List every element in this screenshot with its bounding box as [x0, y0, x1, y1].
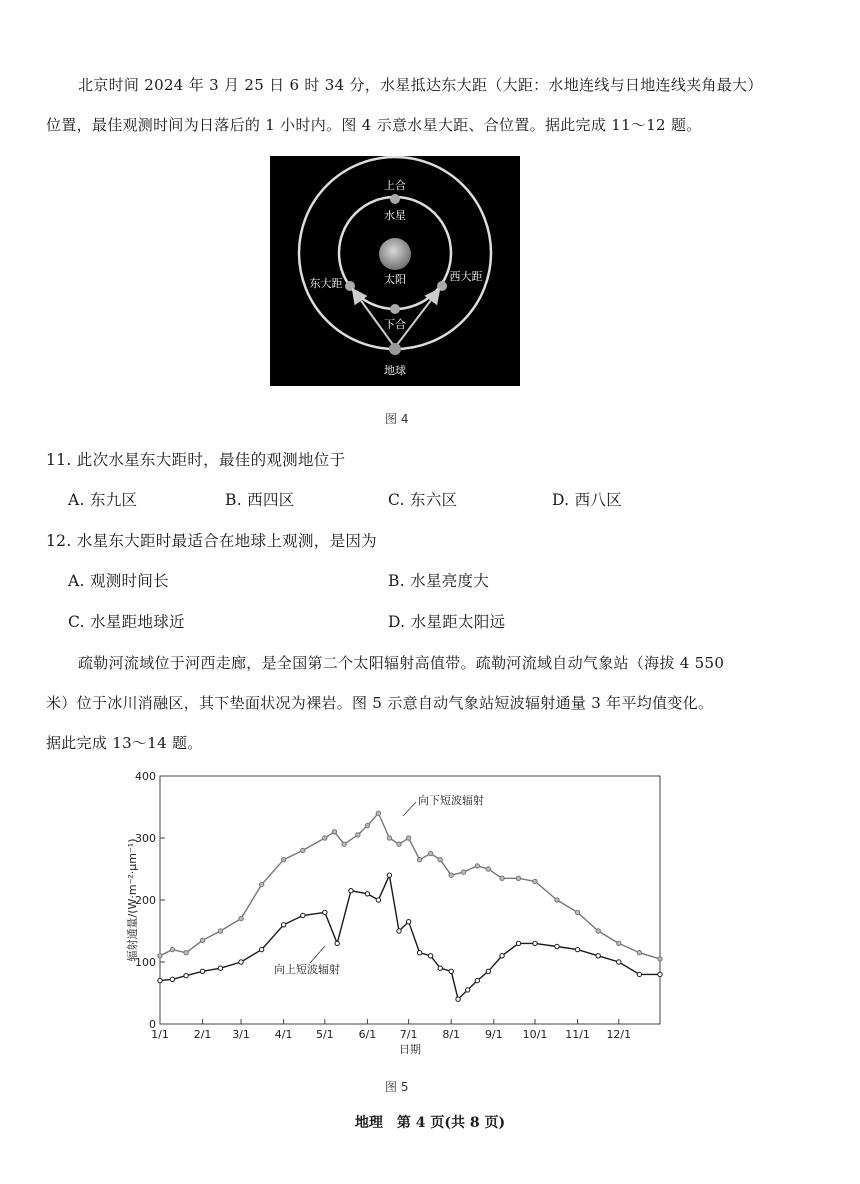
point-downward-shortwave	[200, 938, 204, 942]
point-upward-shortwave	[387, 873, 391, 877]
x-tick-label: 7/1	[399, 1028, 418, 1041]
point-upward-shortwave	[323, 910, 327, 914]
label-west-elongation: 西大距	[449, 270, 483, 283]
earth-icon	[389, 343, 401, 355]
label-east-elongation: 东大距	[309, 277, 343, 290]
point-upward-shortwave	[281, 923, 285, 927]
radiation-chart-svg	[120, 766, 680, 1061]
y-tick-label: 400	[135, 770, 156, 783]
x-tick-label: 8/1	[442, 1028, 461, 1041]
point-downward-shortwave	[218, 929, 222, 933]
annotation-upward-pointer	[310, 946, 325, 963]
label-upper-conjunction: 上合	[384, 179, 406, 192]
point-upward-shortwave	[533, 941, 537, 945]
point-upward-shortwave	[397, 929, 401, 933]
point-downward-shortwave	[449, 873, 453, 877]
point-downward-shortwave	[365, 823, 369, 827]
point-upward-shortwave	[259, 947, 263, 951]
x-tick-label: 9/1	[484, 1028, 503, 1041]
point-upward-shortwave	[365, 892, 369, 896]
point-downward-shortwave	[555, 898, 559, 902]
point-upward-shortwave	[475, 978, 479, 982]
plot-frame	[160, 776, 660, 1024]
point-downward-shortwave	[637, 951, 641, 955]
mercury-east-elongation	[345, 281, 355, 291]
label-lower-conjunction: 下合	[384, 318, 406, 331]
point-upward-shortwave	[658, 972, 662, 976]
point-upward-shortwave	[486, 969, 490, 973]
point-upward-shortwave	[200, 969, 204, 973]
point-downward-shortwave	[239, 916, 243, 920]
point-upward-shortwave	[637, 972, 641, 976]
point-upward-shortwave	[406, 920, 410, 924]
question-11-option-d: D. 西八区	[552, 491, 623, 509]
figure-4-caption: 图 4	[385, 412, 409, 426]
point-downward-shortwave	[356, 833, 360, 837]
point-downward-shortwave	[332, 830, 336, 834]
question-11-stem: 11. 此次水星东大距时，最佳的观测地位于	[46, 451, 346, 469]
point-downward-shortwave	[461, 870, 465, 874]
point-upward-shortwave	[335, 941, 339, 945]
point-downward-shortwave	[397, 842, 401, 846]
point-downward-shortwave	[387, 836, 391, 840]
x-tick-label: 12/1	[606, 1028, 632, 1041]
mercury-west-elongation	[437, 281, 447, 291]
annotation-downward-pointer	[403, 802, 416, 816]
question-12-option-d: D. 水星距太阳远	[388, 613, 506, 631]
point-upward-shortwave	[376, 898, 380, 902]
figure-5-chart	[120, 766, 680, 1061]
intro-paragraph-1-line-1: 北京时间 2024 年 3 月 25 日 6 时 34 分，水星抵达东大距（大距：水地连线与日地连线夹角最大）	[78, 76, 763, 94]
point-downward-shortwave	[658, 957, 662, 961]
point-upward-shortwave	[555, 944, 559, 948]
question-11-option-c: C. 东六区	[388, 491, 458, 509]
point-downward-shortwave	[617, 941, 621, 945]
mercury-upper-conjunction	[390, 194, 400, 204]
point-downward-shortwave	[376, 811, 380, 815]
point-upward-shortwave	[158, 978, 162, 982]
point-downward-shortwave	[158, 954, 162, 958]
y-tick-label: 200	[135, 894, 156, 907]
series-line-downward-shortwave	[160, 813, 660, 959]
point-downward-shortwave	[170, 947, 174, 951]
point-downward-shortwave	[438, 858, 442, 862]
point-downward-shortwave	[516, 876, 520, 880]
x-tick-label: 11/1	[565, 1028, 590, 1041]
question-11-option-b: B. 西四区	[225, 491, 295, 509]
point-downward-shortwave	[417, 858, 421, 862]
y-tick-label: 300	[135, 832, 156, 845]
point-upward-shortwave	[596, 954, 600, 958]
point-downward-shortwave	[428, 851, 432, 855]
point-upward-shortwave	[438, 966, 442, 970]
mercury-lower-conjunction	[390, 304, 400, 314]
figure-5-caption: 图 5	[385, 1080, 409, 1094]
point-downward-shortwave	[281, 858, 285, 862]
point-upward-shortwave	[218, 966, 222, 970]
point-downward-shortwave	[533, 879, 537, 883]
point-upward-shortwave	[500, 954, 504, 958]
point-downward-shortwave	[486, 867, 490, 871]
question-12-option-a: A. 观测时间长	[68, 572, 169, 590]
intro-paragraph-1-line-2: 位置，最佳观测时间为日落后的 1 小时内。图 4 示意水星大距、合位置。据此完成 11～12 题。	[46, 116, 702, 134]
x-axis-label: 日期	[399, 1043, 421, 1056]
point-downward-shortwave	[301, 848, 305, 852]
point-downward-shortwave	[500, 876, 504, 880]
label-earth: 地球	[384, 364, 406, 377]
y-tick-label: 100	[135, 956, 156, 969]
y-tick-label: 0	[149, 1018, 156, 1031]
point-upward-shortwave	[417, 951, 421, 955]
point-upward-shortwave	[301, 913, 305, 917]
point-upward-shortwave	[184, 973, 188, 977]
point-upward-shortwave	[449, 969, 453, 973]
x-tick-label: 2/1	[193, 1028, 212, 1041]
question-12-option-c: C. 水星距地球近	[68, 613, 185, 631]
point-downward-shortwave	[406, 836, 410, 840]
annotation-upward-shortwave: 向上短波辐射	[274, 963, 340, 976]
point-upward-shortwave	[428, 954, 432, 958]
point-downward-shortwave	[596, 929, 600, 933]
point-downward-shortwave	[475, 864, 479, 868]
x-tick-label: 10/1	[522, 1028, 548, 1041]
question-12-stem: 12. 水星东大距时最适合在地球上观测，是因为	[46, 532, 377, 550]
figure-4-orbit-diagram	[270, 156, 520, 386]
point-upward-shortwave	[516, 941, 520, 945]
annotation-downward-shortwave: 向下短波辐射	[418, 794, 484, 807]
point-downward-shortwave	[575, 910, 579, 914]
x-tick-label: 5/1	[315, 1028, 334, 1041]
sun-icon	[379, 238, 411, 270]
y-axis-label: 辐射通量/(W·m⁻²·μm⁻¹)	[126, 838, 139, 962]
question-12-option-b: B. 水星亮度大	[388, 572, 490, 590]
question-11-option-a: A. 东九区	[68, 491, 138, 509]
point-upward-shortwave	[349, 889, 353, 893]
point-upward-shortwave	[170, 977, 174, 981]
point-downward-shortwave	[259, 882, 263, 886]
point-upward-shortwave	[239, 960, 243, 964]
point-upward-shortwave	[465, 988, 469, 992]
intro-paragraph-2-line-2: 米）位于冰川消融区，其下垫面状况为裸岩。图 5 示意自动气象站短波辐射通量 3 年平均值变化。	[46, 694, 714, 712]
label-mercury: 水星	[384, 209, 406, 222]
intro-paragraph-2-line-1: 疏勒河流域位于河西走廊，是全国第二个太阳辐射高值带。疏勒河流域自动气象站（海拔 4 550	[78, 654, 725, 672]
point-upward-shortwave	[456, 997, 460, 1001]
label-sun: 太阳	[384, 273, 406, 286]
intro-paragraph-2-line-3: 据此完成 13～14 题。	[46, 734, 203, 752]
page-footer: 地理 第 4 页(共 8 页)	[354, 1115, 506, 1131]
point-downward-shortwave	[323, 836, 327, 840]
point-downward-shortwave	[184, 951, 188, 955]
point-downward-shortwave	[342, 842, 346, 846]
x-tick-label: 1/1	[151, 1028, 169, 1041]
x-tick-label: 4/1	[274, 1028, 293, 1041]
x-tick-label: 3/1	[232, 1028, 250, 1041]
point-upward-shortwave	[617, 960, 621, 964]
point-upward-shortwave	[575, 947, 579, 951]
x-tick-label: 6/1	[358, 1028, 377, 1041]
series-line-upward-shortwave	[160, 875, 660, 999]
